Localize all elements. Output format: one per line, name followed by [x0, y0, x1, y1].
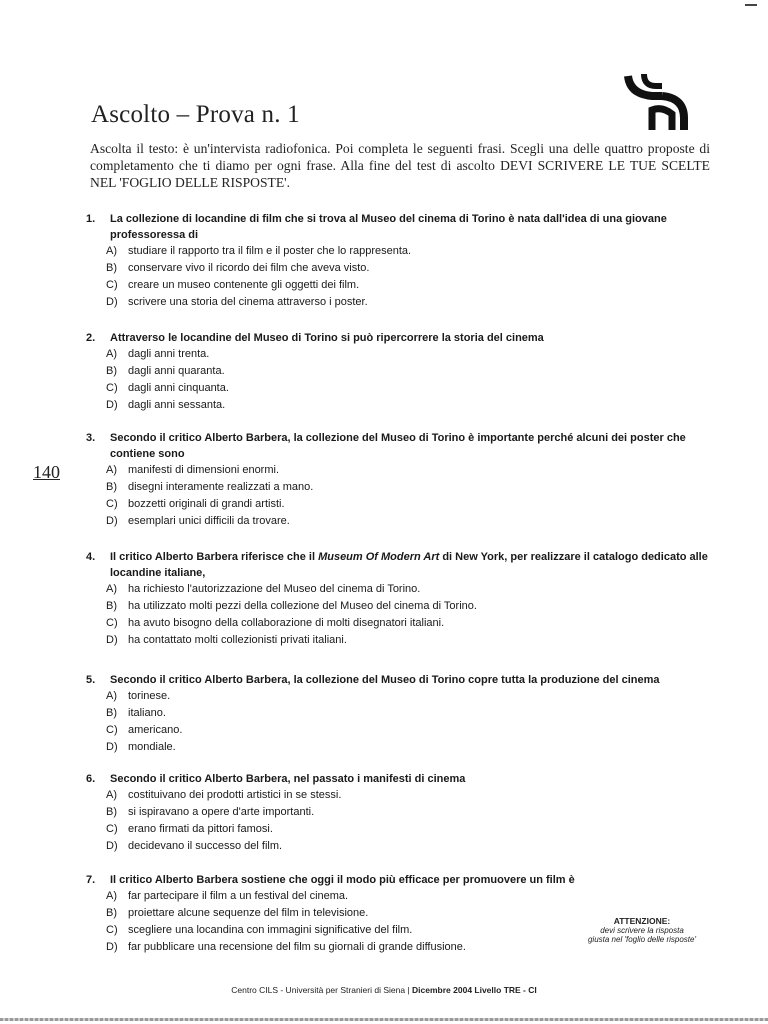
option-d: D) decidevano il successo del film.: [106, 840, 283, 852]
question-7: [82, 872, 602, 956]
question-1: [82, 211, 722, 311]
option-d: D) ha contattato molti collezionisti privati italiani.: [106, 634, 347, 646]
attention-heading: ATTENZIONE:: [613, 916, 671, 926]
option-a: A) dagli anni trenta.: [106, 348, 210, 360]
option-d: D) scrivere una storia del cinema attraverso i poster.: [106, 296, 368, 308]
option-b: B) disegni interamente realizzati a mano.: [106, 481, 314, 493]
question-stem: La collezione di locandine di film che si trova al Museo del cinema di Torino è nata dall'idea di una giovane professoressa di: [110, 213, 667, 241]
question-number: 4.: [86, 551, 96, 563]
question-5: [82, 672, 722, 756]
question-number: 7.: [86, 874, 96, 886]
page-number: 140: [33, 462, 60, 482]
footer-separator: |: [405, 985, 413, 995]
option-c: C) dagli anni cinquanta.: [106, 382, 229, 394]
question-number: 1.: [86, 213, 96, 225]
instructions: Ascolta il testo: è un'intervista radiofonica. Poi completa le seguenti frasi. Scegli una delle quattro proposte di completamento che ti diamo per ogni frase. Alla fine del test di ascolto DEVI SCRIVERE LE TUE SCELTE NEL 'FOGLIO DELLE RISPOSTE'.: [90, 141, 710, 190]
option-a: A) ha richiesto l'autorizzazione del Museo del cinema di Torino.: [106, 583, 421, 595]
option-a: A) costituivano dei prodotti artistici in se stessi.: [106, 789, 342, 801]
option-c: C) bozzetti originali di grandi artisti.: [106, 498, 285, 510]
page-edge-mark: [745, 4, 757, 6]
bottom-rule: [0, 1018, 768, 1021]
option-c: C) americano.: [106, 724, 183, 736]
question-number: 6.: [86, 773, 96, 785]
option-b: B) dagli anni quaranta.: [106, 365, 225, 377]
attention-line-2: giusta nel 'foglio delle risposte': [587, 935, 696, 944]
option-b: B) ha utilizzato molti pezzi della collezione del Museo del cinema di Torino.: [106, 600, 477, 612]
option-a: A) manifesti di dimensioni enormi.: [106, 464, 280, 476]
page-title: Ascolto – Prova n. 1: [91, 101, 300, 128]
question-3: [82, 430, 722, 530]
question-2: [82, 330, 722, 414]
question-number: 3.: [86, 432, 96, 444]
museum-name: Museum Of Modern Art: [318, 551, 440, 563]
option-d: D) esemplari unici difficili da trovare.: [106, 515, 290, 527]
option-a: A) studiare il rapporto tra il film e il poster che lo rappresenta.: [106, 245, 412, 257]
question-stem: Secondo il critico Alberto Barbera, la collezione del Museo di Torino copre tutta la produzione del cinema: [110, 674, 660, 686]
cils-logo-icon: [622, 72, 692, 134]
option-c: C) scegliere una locandina con immagini significative del film.: [106, 924, 413, 936]
option-a: A) torinese.: [106, 690, 171, 702]
footer-edition: Dicembre 2004 Livello TRE - CI: [412, 985, 537, 995]
question-6: [82, 771, 722, 855]
option-d: D) dagli anni sessanta.: [106, 399, 226, 411]
option-d: D) far pubblicare una recensione del film su giornali di grande diffusione.: [106, 941, 466, 953]
option-b: B) proiettare alcune sequenze del film in televisione.: [106, 907, 369, 919]
page-footer: [0, 985, 768, 995]
option-b: B) si ispiravano a opere d'arte importanti.: [106, 806, 315, 818]
option-c: C) creare un museo contenente gli oggetti dei film.: [106, 279, 360, 291]
question-stem: Secondo il critico Alberto Barbera, nel passato i manifesti di cinema: [110, 773, 466, 785]
option-b: B) conservare vivo il ricordo dei film che aveva visto.: [106, 262, 370, 274]
question-number: 2.: [86, 332, 96, 344]
question-stem: Secondo il critico Alberto Barbera, la collezione del Museo di Torino è importante perché alcuni dei poster che contiene sono: [110, 432, 686, 460]
question-stem: Attraverso le locandine del Museo di Torino si può ripercorrere la storia del cinema: [110, 332, 544, 344]
footer-institution: Centro CILS - Università per Stranieri di Siena: [231, 985, 406, 995]
option-a: A) far partecipare il film a un festival del cinema.: [106, 890, 349, 902]
option-c: C) erano firmati da pittori famosi.: [106, 823, 273, 835]
attention-note: [562, 917, 722, 944]
question-number: 5.: [86, 674, 96, 686]
option-c: C) ha avuto bisogno della collaborazione di molti disegnatori italiani.: [106, 617, 445, 629]
attention-line-1: devi scrivere la risposta: [600, 926, 684, 935]
option-d: D) mondiale.: [106, 741, 176, 753]
question-stem: Il critico Alberto Barbera riferisce che il Museum Of Modern Art di New York, per realizzare il catalogo dedicato alle locandine italiane,: [110, 551, 708, 579]
question-stem: Il critico Alberto Barbera sostiene che oggi il modo più efficace per promuovere un film è: [110, 874, 575, 886]
option-b: B) italiano.: [106, 707, 166, 719]
question-4: [82, 549, 722, 649]
